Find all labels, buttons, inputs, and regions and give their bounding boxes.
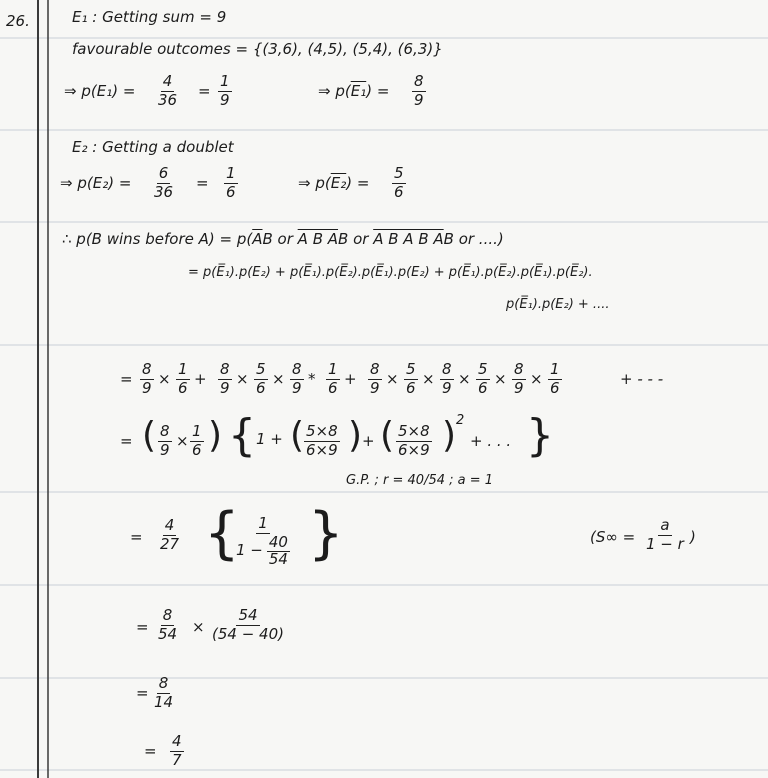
times-sign: ×: [192, 618, 205, 636]
series-fraction: [290, 362, 304, 397]
one-plus: 1 +: [256, 430, 283, 448]
s-infinity-lhs: (S∞ =: [590, 528, 636, 546]
open-brace: {: [204, 501, 240, 566]
numerator: 5×8: [306, 422, 338, 440]
wins-part-bar: $\overline{A}$: [252, 230, 263, 248]
ratio-term: [304, 424, 340, 459]
series-fraction: [218, 362, 232, 397]
p-e2-fraction: [154, 166, 173, 201]
wins-part: B or: [338, 230, 374, 248]
wins-part: B or: [262, 230, 298, 248]
denominator: 6: [256, 378, 266, 397]
plus-sign: +: [362, 432, 375, 450]
numerator: 40: [268, 532, 288, 551]
numerator: 4: [162, 72, 173, 90]
ratio-fraction: [267, 532, 290, 568]
denominator: 14: [154, 692, 174, 711]
series-fraction: [176, 362, 190, 397]
numerator: 1: [192, 422, 202, 440]
equals-sign: =: [196, 174, 209, 192]
denominator: 36: [158, 90, 178, 109]
operator: +: [344, 370, 357, 388]
favourable-outcomes: favourable outcomes = {(3,6), (4,5), (5,4), (6,3)}: [72, 40, 443, 58]
series-fraction: [440, 362, 454, 397]
denominator: 6: [192, 440, 202, 459]
numerator: 5×8: [398, 422, 430, 440]
numerator: 8: [370, 360, 380, 378]
numerator: 8: [220, 360, 230, 378]
denominator: 9: [370, 378, 380, 397]
equals-sign: =: [144, 742, 157, 760]
denominator: 27: [160, 534, 180, 553]
denominator: 9: [514, 378, 524, 397]
numerator: 8: [514, 360, 524, 378]
denominator: (54 − 40): [212, 624, 284, 643]
question-number: 26.: [6, 12, 30, 30]
series-fraction: [254, 362, 268, 397]
p-e2-bar-variable: E₂: [330, 174, 347, 192]
gp-note: G.P. ; r = 40/54 ; a = 1: [346, 473, 494, 488]
denominator: 9: [414, 90, 424, 109]
numerator: 54: [238, 606, 258, 624]
denominator: 54: [268, 549, 288, 568]
numerator: 5: [394, 164, 404, 182]
open-paren: (: [142, 415, 157, 456]
wins-part-bar: A B A: [297, 230, 339, 248]
series-fraction: [548, 362, 562, 397]
denominator: 36: [154, 182, 174, 201]
operator: ×: [272, 370, 285, 388]
p-e2-bar-fraction: [392, 166, 406, 201]
wins-part: B or ....): [443, 230, 504, 248]
expansion-line-2: p(E̅₁).p(E₂) + ....: [506, 297, 610, 312]
numerator: 1: [328, 360, 338, 378]
denominator: 9: [442, 378, 452, 397]
ratio-squared-term: [396, 424, 432, 459]
denominator: 6: [328, 378, 338, 397]
p-e1-simplified: [218, 74, 232, 109]
denominator: 6: [550, 378, 560, 397]
p-e1-bar-lhs: [318, 84, 389, 99]
numerator: 8: [292, 360, 302, 378]
numerator: 6: [158, 164, 169, 182]
close-paren: ): [208, 415, 223, 456]
p-e1-bar-suffix: ) =: [366, 82, 390, 100]
close-paren: ): [442, 415, 457, 456]
sum-coefficient: [160, 518, 179, 553]
operator: ×: [386, 370, 399, 388]
numerator: 8: [142, 360, 152, 378]
series-fraction: [512, 362, 526, 397]
denominator: [236, 534, 290, 568]
factor-b: [190, 424, 204, 459]
step-fraction-b: [212, 608, 284, 643]
p-e2-bar-suffix: ) =: [346, 174, 370, 192]
denominator-prefix: 1 −: [236, 541, 263, 560]
numerator: 8: [442, 360, 452, 378]
expansion-line-1: = p(E̅₁).p(E₂) + p(E̅₁).p(E̅₂).p(E̅₁).p(E₂) + p(E̅₁).p(E̅₂).p(E̅₁).p(E̅₂).: [188, 265, 593, 280]
wins-part: ∴ p(B wins before A) = p(: [62, 230, 253, 248]
denominator: 6: [406, 378, 416, 397]
infinite-sum-fraction: [236, 516, 290, 567]
p-e2-lhs: ⇒ p(E₂) =: [60, 174, 132, 192]
denominator: 6: [394, 182, 404, 201]
step-fraction-c: [154, 676, 173, 711]
numerator: 4: [164, 516, 175, 534]
denominator: 1 − r: [646, 534, 684, 553]
series-fraction: [326, 362, 340, 397]
equals-sign: =: [130, 528, 143, 546]
equals-sign: =: [120, 370, 133, 388]
numerator: a: [660, 516, 670, 534]
series-tail: + - - -: [620, 370, 664, 388]
s-infinity-close: ): [690, 528, 696, 546]
numerator: 8: [162, 606, 173, 624]
denominator: 9: [220, 378, 230, 397]
denominator: 7: [172, 750, 182, 769]
operator: ×: [158, 370, 171, 388]
equals-sign: =: [198, 82, 211, 100]
equals-sign: =: [120, 432, 133, 450]
numerator: 5: [406, 360, 416, 378]
equals-sign: =: [136, 618, 149, 636]
factor-a: [158, 424, 172, 459]
continuation-dots: + . . .: [470, 432, 512, 450]
numerator: 5: [256, 360, 266, 378]
p-e1-bar-prefix: ⇒ p(: [318, 82, 351, 100]
b-wins-before-a: [62, 232, 504, 247]
p-e2-bar-prefix: ⇒ p(: [298, 174, 331, 192]
event-e1-definition: E₁ : Getting sum = 9: [72, 8, 227, 26]
close-brace: }: [308, 501, 344, 566]
series-fraction: [368, 362, 382, 397]
operator: ×: [494, 370, 507, 388]
denominator: 9: [292, 378, 302, 397]
series-fraction: [404, 362, 418, 397]
denominator: 9: [160, 440, 170, 459]
operator: ×: [236, 370, 249, 388]
open-brace: {: [228, 410, 256, 461]
numerator: 5: [478, 360, 488, 378]
p-e1-bar-fraction: [412, 74, 426, 109]
p-e1-bar-variable: E₁: [350, 82, 367, 100]
event-e2-definition: E₂ : Getting a doublet: [72, 138, 234, 156]
operator: ×: [458, 370, 471, 388]
operator: *: [308, 370, 316, 388]
operator: +: [194, 370, 207, 388]
numerator: 1: [550, 360, 560, 378]
close-paren: ): [348, 415, 363, 456]
numerator: 8: [414, 72, 424, 90]
step-fraction-a: [158, 608, 177, 643]
series-fraction: [140, 362, 154, 397]
p-e1-fraction: [158, 74, 177, 109]
numerator: 1: [220, 72, 230, 90]
denominator: 6×9: [306, 440, 338, 459]
operator: ×: [422, 370, 435, 388]
denominator: 6: [226, 182, 236, 201]
denominator: 9: [142, 378, 152, 397]
numerator: 1: [258, 514, 268, 532]
numerator: 8: [158, 674, 169, 692]
numerator: 1: [226, 164, 236, 182]
p-e2-bar-lhs: [298, 176, 369, 191]
numerator: 1: [178, 360, 188, 378]
times-sign: ×: [176, 432, 189, 450]
final-answer-fraction: [170, 734, 184, 769]
numerator: 8: [160, 422, 170, 440]
exponent: 2: [456, 413, 465, 428]
open-paren: (: [290, 415, 305, 456]
equals-sign: =: [136, 684, 149, 702]
denominator: 54: [158, 624, 178, 643]
p-e1-lhs: ⇒ p(E₁) =: [64, 82, 136, 100]
denominator: 6: [178, 378, 188, 397]
denominator: 6×9: [398, 440, 430, 459]
p-e2-simplified: [224, 166, 238, 201]
s-infinity-fraction: [646, 518, 684, 553]
operator: ×: [530, 370, 543, 388]
series-fraction: [476, 362, 490, 397]
denominator: 6: [478, 378, 488, 397]
open-paren: (: [380, 415, 395, 456]
wins-part-bar: A B A B A: [373, 230, 444, 248]
denominator: 9: [220, 90, 230, 109]
close-brace: }: [526, 410, 554, 461]
numerator: 4: [172, 732, 182, 750]
